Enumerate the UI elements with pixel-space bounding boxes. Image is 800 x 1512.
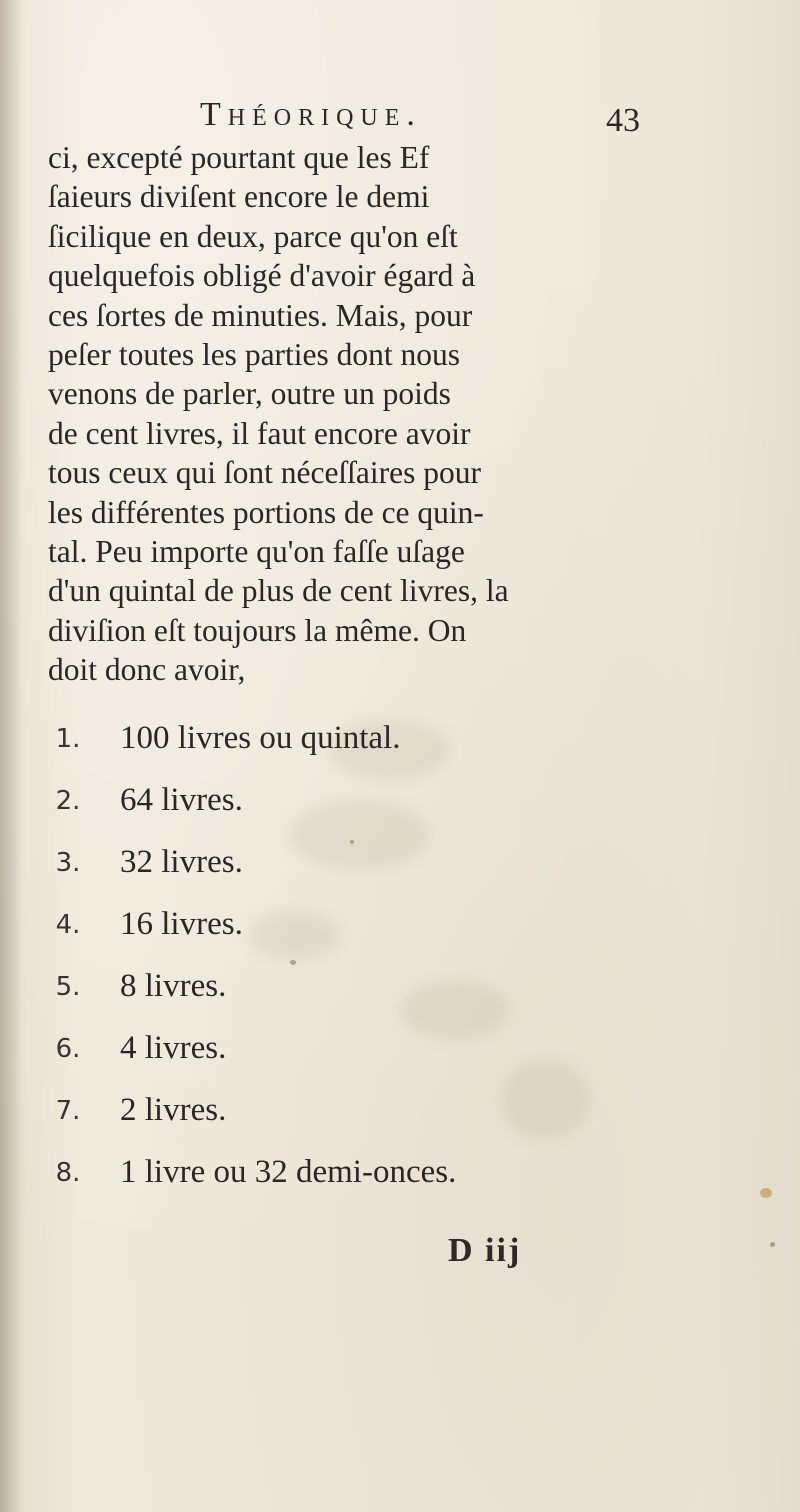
weight-row [48,906,668,968]
text-line: d'un quintal de plus de cent livres, la [48,573,509,609]
text-line: tous ceux qui ſont néceſſaires pour [48,455,482,491]
running-head: Théorique. [200,96,422,133]
weight-numeral: 1. [55,724,81,754]
text-line: ces ſortes de minuties. Mais, pour [48,297,473,333]
text-line: ci, excepté pourtant que les Ef [48,140,430,175]
weight-row [48,1154,668,1216]
ink-speck [770,1242,775,1247]
weight-row [48,1030,668,1092]
weight-label: 1 livre ou 32 demi-onces. [120,1154,457,1190]
weights-list [48,720,668,1216]
text-line: les différentes portions de ce quin- [48,494,484,530]
text-line: ſicilique en deux, parce qu'on eſt [48,218,458,254]
text-line: doit donc avoir, [48,652,246,688]
page-number: 43 [606,102,640,139]
text-line: tal. Peu importe qu'on faſſe uſage [48,533,465,569]
text-line: de cent livres, il faut encore avoir [48,415,471,451]
weight-numeral: 8. [55,1158,81,1188]
weight-row [48,1092,668,1154]
weight-label: 8 livres. [120,968,227,1004]
weight-numeral: 2. [55,786,81,816]
weight-label: 32 livres. [120,844,243,880]
weight-label: 4 livres. [120,1030,227,1066]
weight-numeral: 7. [55,1096,81,1126]
weight-row [48,844,668,906]
weight-row [48,782,668,844]
weight-label: 16 livres. [120,906,243,942]
text-line: quelquefois obligé d'avoir égard à [48,258,476,294]
weight-row [48,720,668,782]
ink-speck [760,1188,772,1198]
weight-numeral: 3. [55,848,81,878]
page-header [200,96,640,144]
text-line: ſaieurs diviſent encore le demi [48,179,430,215]
signature-mark: D iij [448,1232,522,1269]
text-line: venons de parler, outre un poids [48,376,451,412]
weight-label: 64 livres. [120,782,243,818]
text-line: diviſion eſt toujours la même. On [48,612,467,648]
weight-label: 100 livres ou quintal. [120,720,401,756]
spine-shadow [0,0,22,1512]
weight-row [48,968,668,1030]
weight-numeral: 5. [55,972,81,1002]
weight-label: 2 livres. [120,1092,227,1128]
weight-numeral: 6. [55,1034,81,1064]
body-paragraph [48,138,638,689]
weight-numeral: 4. [55,910,81,940]
text-line: peſer toutes les parties dont nous [48,336,461,372]
